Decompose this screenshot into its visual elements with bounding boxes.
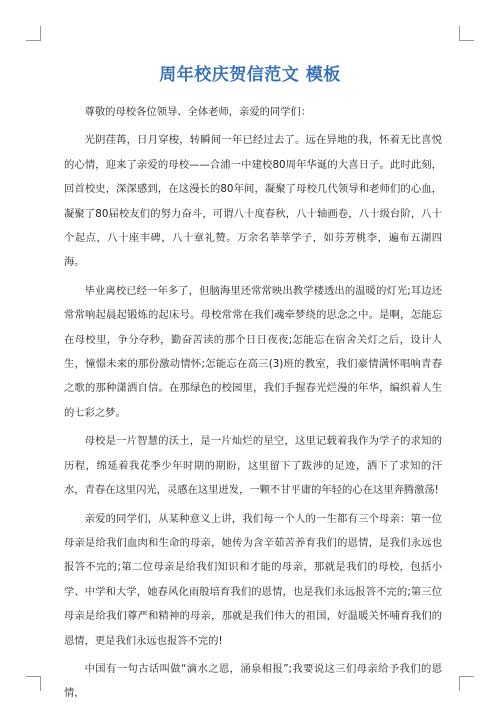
crop-mark-bottom-right (459, 676, 474, 691)
paragraph-1: 光阴荏苒，日月穿梭，转瞬间一年已经过去了。远在异地的我，怀着无比喜悦的心情，迎来了亲爱的母校——合浦一中建校80周年华诞的大喜日子。此时此刻，回首校史，深深感到，在这漫长的80年间，凝聚了母校几代领导和老师们的心血，凝聚了80届校友们的努力奋斗，可谓八十度春秋，八十轴画卷，八十级台阶，八十个起点，八十座丰碑，八十章礼赞。万余名莘莘学子，如芬芳桃李，遍布五湖四海。 (64, 134, 442, 269)
paragraph-3: 母校是一片智慧的沃土，是一片灿烂的星空，这里记载着我作为学子的求知的历程，绵延着我花季少年时期的期盼，这里留下了跋涉的足迹，洒下了求知的汗水，青春在这里闪光，灵感在这里迸发，一颗不甘平庸的年轻的心在这里奔腾激荡! (64, 435, 442, 497)
paragraph-5: 中国有一句古话叫做“滴水之恩，涌泉相报”;我要说这三们母亲给予我们的恩情， (64, 662, 442, 700)
document-body (64, 100, 442, 710)
paragraph-4: 亲爱的同学们，从某种意义上讲，我们每一个人的一生都有三个母亲：第一位母亲是给我们血肉和生命的母亲，她传为含辛茹苦养育我们的恩情，是我们永远也报答不完的;第二位母亲是给我们知识和才能的母亲，那就是我们的母校，包括小学、中学和大学，她春风化雨般培育我们的恩情，也是我们永远报答不完的;第三位母亲是给我们尊严和精神的母亲，那就是我们伟大的祖国，好温暖关怀哺育我们的恩情，更是我们永远也报答不完的! (64, 512, 442, 647)
crop-mark-bottom-left (26, 676, 41, 691)
paragraph-2: 毕业离校已经一年多了，但脑海里还常常映出教学楼透出的温暖的灯光;耳边还常常响起晨起锻炼的起床号。母校常常在我们魂牵梦绕的思念之中。是啊，怎能忘在母校里，争分夺秒，勤奋苦读的那个日日夜夜;怎能忘在宿舍关灯之后，设计人生，憧憬未来的那份激动情怀;怎能忘在高三(3)班的教室，我们豪情满怀唱响青春之歌的那种潇洒自信。在那绿色的校园里，我们手握春光烂漫的年华，编织着人生的七彩之梦。 (64, 284, 442, 419)
document-title: 周年校庆贺信范文 模板 (159, 65, 341, 85)
crop-mark-top-right (459, 26, 474, 41)
crop-mark-top-left (26, 26, 41, 41)
salutation: 尊敬的母校各位领导、全体老师，亲爱的同学们： (84, 106, 312, 118)
